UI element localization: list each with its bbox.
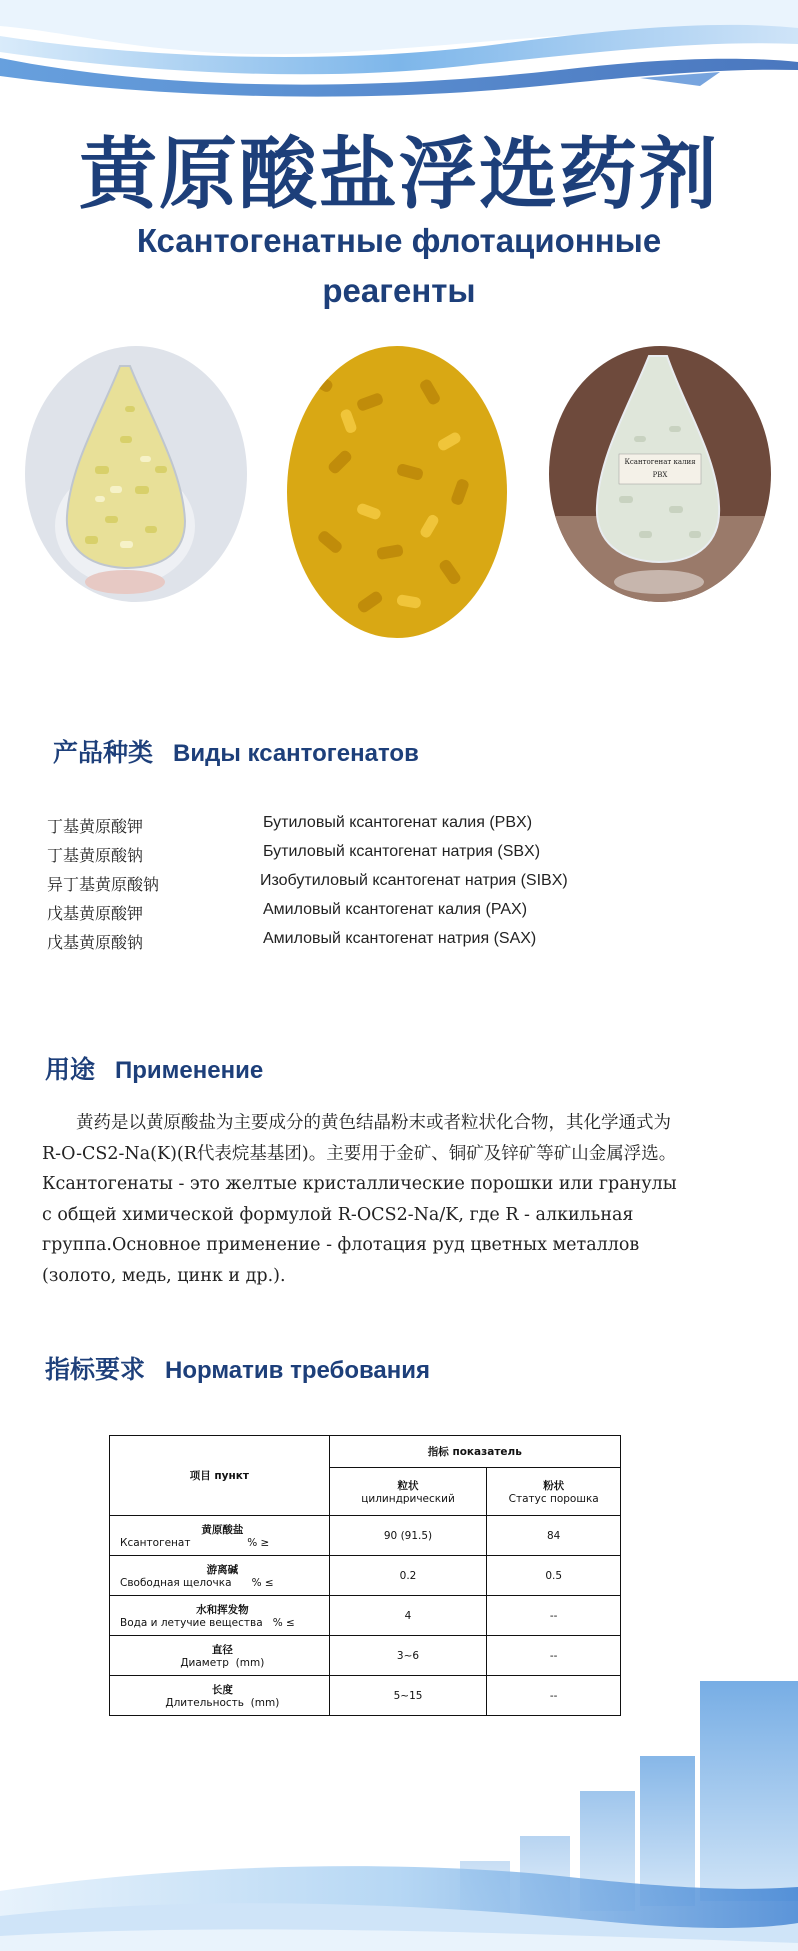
table-row-label-ru xyxy=(120,1657,325,1669)
usage-line: группа.Основное применение - флотация руд цветных металлов xyxy=(42,1235,640,1255)
table-col-powder-ru: Статус порошка xyxy=(508,1493,599,1505)
table-col-granular xyxy=(329,1468,487,1516)
type-item-ru: Бутиловый ксантогенат калия (PBX) xyxy=(263,814,533,831)
pbx-label xyxy=(619,456,701,482)
table-row xyxy=(110,1516,621,1556)
table-row-label xyxy=(110,1676,330,1716)
table-row-label-cn: 直径 xyxy=(211,1644,233,1656)
table-row-unit: (mm) xyxy=(250,1697,280,1709)
yellow-pellets-photo xyxy=(287,346,507,638)
type-item-cn: 异丁基黄原酸钠 xyxy=(47,875,160,894)
usage-line: Ксантогенаты - это желтые кристаллические порошки или гранулы xyxy=(42,1174,677,1194)
type-item-ru: Бутиловый ксантогенат натрия (SBX) xyxy=(263,843,541,860)
xanthate-flask-photo xyxy=(25,346,247,602)
usage-description xyxy=(42,1108,762,1291)
table-cell-powder: -- xyxy=(487,1596,621,1636)
top-wave-decoration xyxy=(0,0,798,110)
table-row-label-ru-text: Длительность xyxy=(165,1697,244,1709)
table-row-label-cn: 水和挥发物 xyxy=(196,1604,249,1616)
type-item-ru: Изобутиловый ксантогенат натрия (SIBX) xyxy=(260,872,568,889)
type-item-ru: Амиловый ксантогенат калия (PAX) xyxy=(263,901,528,918)
table-col-powder xyxy=(487,1468,621,1516)
table-row-label xyxy=(110,1556,330,1596)
usage-line: (золото, медь, цинк и др.). xyxy=(42,1265,286,1286)
requirements-table xyxy=(109,1435,621,1716)
table-row-label-cn: 游离碱 xyxy=(206,1564,239,1576)
section-heading-usage-cn: 用途 xyxy=(45,1055,96,1084)
main-title-russian-line2: реагенты xyxy=(322,272,476,309)
table-cell-powder: 0.5 xyxy=(487,1556,621,1596)
table-row xyxy=(110,1596,621,1636)
type-item-cn: 丁基黄原酸钾 xyxy=(47,817,144,836)
usage-line: 黄药是以黄原酸盐为主要成分的黄色结晶粉末或者粒状化合物，其化学通式为 xyxy=(76,1113,671,1133)
section-heading-usage xyxy=(45,1050,263,1086)
table-cell-granular: 0.2 xyxy=(329,1556,487,1596)
main-title-russian-line1: Ксантогенатные флотационные xyxy=(136,222,662,259)
section-heading-usage-ru: Применение xyxy=(115,1057,264,1084)
table-row-label-ru-text: Свободная щелочка xyxy=(120,1577,232,1589)
table-index-header: 指标 показатель xyxy=(329,1436,620,1468)
table-cell-granular: 5~15 xyxy=(329,1676,487,1716)
usage-line: R-O-CS2-Na(K)(R代表烷基基团)。主要用于金矿、铜矿及锌矿等矿山金属浮选。 xyxy=(42,1143,677,1164)
table-row-label-cn: 黄原酸盐 xyxy=(201,1524,244,1536)
table-row-label-ru xyxy=(120,1617,325,1629)
table-row-label-ru xyxy=(120,1697,325,1709)
table-row-label xyxy=(110,1636,330,1676)
table-cell-granular: 90 (91.5) xyxy=(329,1516,487,1556)
table-cell-granular: 4 xyxy=(329,1596,487,1636)
table-row-unit: % ≥ xyxy=(247,1537,270,1549)
type-item-cn: 戊基黄原酸钠 xyxy=(47,933,144,952)
table-row-unit: % ≤ xyxy=(251,1577,274,1589)
table-row-label-ru xyxy=(120,1537,325,1549)
usage-line: с общей химической формулой R-OCS2-Na/K, где R - алкильная xyxy=(42,1204,634,1225)
section-heading-requirements-ru: Норматив требования xyxy=(165,1357,431,1384)
main-title-chinese: 黄原酸盐浮选药剂 xyxy=(78,129,719,220)
pbx-label-line1: Ксантогенат калия xyxy=(624,458,696,466)
table-row-label-ru-text: Ксантогенат xyxy=(120,1537,191,1549)
type-item-ru: Амиловый ксантогенат натрия (SAX) xyxy=(263,930,537,947)
table-row xyxy=(110,1636,621,1676)
section-heading-requirements xyxy=(45,1350,430,1386)
table-cell-powder: -- xyxy=(487,1636,621,1676)
pbx-label-line2: PBX xyxy=(652,471,668,479)
pbx-flask-photo xyxy=(549,346,771,602)
section-heading-types xyxy=(53,733,419,769)
main-title-russian xyxy=(40,216,758,316)
table-row xyxy=(110,1556,621,1596)
table-row xyxy=(110,1676,621,1716)
table-row-label xyxy=(110,1596,330,1636)
table-cell-granular: 3~6 xyxy=(329,1636,487,1676)
table-col-granular-ru: цилиндрический xyxy=(361,1493,455,1505)
table-cell-powder: 84 xyxy=(487,1516,621,1556)
type-item-cn: 戊基黄原酸钾 xyxy=(47,904,144,923)
table-row-label-cn: 长度 xyxy=(211,1684,233,1696)
table-row-label-ru xyxy=(120,1577,325,1589)
table-row-label-ru-text: Вода и летучие вещества xyxy=(120,1617,263,1629)
table-row-unit: % ≤ xyxy=(272,1617,295,1629)
type-item-cn: 丁基黄原酸钠 xyxy=(47,846,144,865)
table-item-header: 项目 пункт xyxy=(110,1436,330,1516)
section-heading-types-ru: Виды ксантогенатов xyxy=(173,740,419,767)
table-cell-powder: -- xyxy=(487,1676,621,1716)
table-col-powder-cn: 粉状 xyxy=(543,1480,565,1492)
table-col-granular-cn: 粒状 xyxy=(397,1480,419,1492)
table-row-label xyxy=(110,1516,330,1556)
section-heading-requirements-cn: 指标要求 xyxy=(45,1355,146,1384)
table-row-label-ru-text: Диаметр xyxy=(180,1657,229,1669)
table-row-unit: (mm) xyxy=(235,1657,265,1669)
section-heading-types-cn: 产品种类 xyxy=(53,738,154,767)
